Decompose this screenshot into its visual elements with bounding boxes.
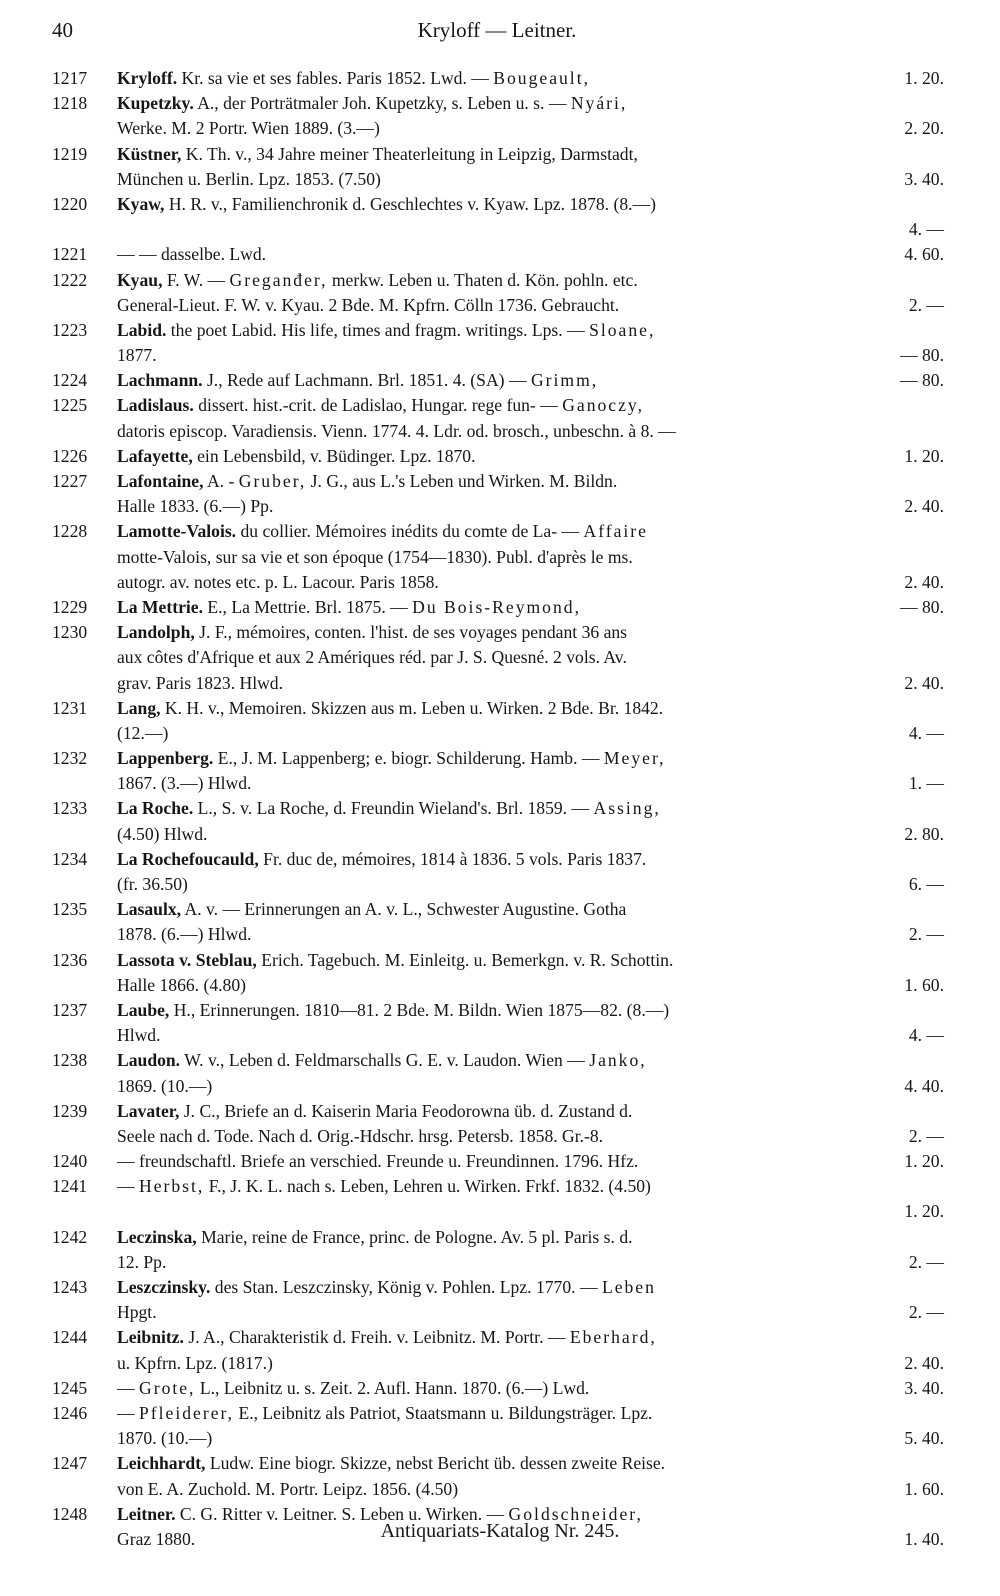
- entry-price: 2. —: [908, 1125, 944, 1146]
- entry-text: H. R. v., Familienchronik d. Geschlechtes v. Kyaw. Lpz. 1878. (8.—): [168, 193, 656, 214]
- entry-name: Lavater,: [117, 1100, 180, 1121]
- entry-dash: —: [547, 1327, 566, 1348]
- entry-line: [0, 519, 1000, 544]
- entry-text: K. H. v., Memoiren. Skizzen aus m. Leben u. Wirken. 2 Bde. Br. 1842.: [164, 697, 664, 718]
- entry-line: [0, 1401, 1000, 1426]
- entry-text: (12.—): [117, 722, 169, 743]
- entry-text: des Stan. Leszczinsky, König v. Pohlen. Lpz. 1770.: [214, 1277, 576, 1297]
- entry-dash: —: [508, 370, 527, 391]
- catalog-entry: [0, 1401, 1000, 1451]
- entry-line: [0, 1451, 1000, 1476]
- entry-name: Leitner.: [117, 1503, 176, 1524]
- entry-text: 1878. (6.—) Hlwd.: [117, 924, 252, 945]
- entry-number: 1245: [52, 1377, 88, 1398]
- catalog-entry: [0, 242, 1000, 267]
- entry-number: 1221: [52, 244, 88, 265]
- entry-price: 1. 40.: [904, 1528, 944, 1549]
- entry-price: 2. 40.: [904, 1352, 944, 1373]
- entry-name: Leczinska,: [117, 1226, 197, 1247]
- entry-text: General-Lieut. F. W. v. Kyau. 2 Bde. M. Kpfrn. Cölln 1736. Gebraucht.: [117, 294, 620, 315]
- entry-name: Lasaulx,: [117, 899, 182, 920]
- entry-author: Eberhard,: [569, 1327, 657, 1348]
- entry-dash: —: [561, 521, 580, 542]
- entry-number: 1225: [52, 395, 88, 416]
- entry-text: (fr. 36.50): [117, 874, 188, 894]
- entry-line: [0, 796, 1000, 821]
- entry-text: F. W. —: [166, 269, 226, 290]
- entry-line: [0, 1174, 1000, 1199]
- entry-price: 2. 40.: [904, 672, 944, 693]
- entry-number: 1229: [52, 596, 88, 617]
- entry-line: [0, 721, 1000, 746]
- entry-number: 1226: [52, 445, 88, 466]
- entry-price: 2. —: [908, 924, 944, 945]
- entry-number: 1217: [52, 68, 88, 88]
- entry-number: 1237: [52, 999, 88, 1020]
- catalog-entry: [0, 1099, 1000, 1149]
- entry-number: 1227: [52, 471, 88, 491]
- catalog-entry: [0, 519, 1000, 595]
- entry-number: 1242: [52, 1226, 88, 1247]
- entry-number: 1220: [52, 193, 88, 214]
- entry-text: H., Erinnerungen. 1810—81. 2 Bde. M. Bildn. Wien 1875—82. (8.—): [173, 999, 670, 1020]
- entry-price: 1. 20.: [904, 68, 944, 88]
- entry-line: [0, 1124, 1000, 1149]
- entry-text: L., S. v. La Roche, d. Freundin Wieland's. Brl. 1859.: [197, 798, 568, 819]
- entry-line: [0, 570, 1000, 595]
- catalog-entry: [0, 368, 1000, 393]
- entry-name: Lafontaine,: [117, 471, 204, 491]
- entry-line: [0, 746, 1000, 771]
- catalog-entry: [0, 1325, 1000, 1375]
- entry-line: [0, 343, 1000, 368]
- entry-line: [0, 1149, 1000, 1174]
- entry-number: 1218: [52, 93, 88, 114]
- entry-line: [0, 318, 1000, 343]
- entry-text: 1870. (10.—): [117, 1428, 213, 1449]
- catalog-entry: [0, 393, 1000, 443]
- entry-line: [0, 998, 1000, 1023]
- entry-price: 4. 40.: [904, 1075, 944, 1096]
- entry-author: Gruber,: [238, 471, 307, 491]
- entry-text: E., La Mettrie. Brl. 1875.: [207, 596, 386, 617]
- entry-name: La Rochefoucauld,: [117, 848, 259, 869]
- entry-number: 1222: [52, 269, 88, 290]
- entry-price: 4. 60.: [904, 244, 944, 265]
- entry-author: Ganoczy,: [562, 395, 644, 416]
- entry-text: Halle 1833. (6.—) Pp.: [117, 496, 274, 517]
- entry-name: Kupetzky.: [117, 93, 194, 114]
- catalog-entry: [0, 1048, 1000, 1098]
- entry-line: [0, 1477, 1000, 1502]
- entry-name: Laube,: [117, 999, 170, 1020]
- entry-text: C. G. Ritter v. Leitner. S. Leben u. Wirken.: [179, 1503, 483, 1524]
- entry-line: [0, 872, 1000, 897]
- entry-name: Kyau,: [117, 269, 163, 290]
- entry-price: 2. —: [908, 1251, 944, 1272]
- entry-line: [0, 771, 1000, 796]
- entry-line: [0, 192, 1000, 217]
- entry-text: J. G., aus L.'s Leben und Wirken. M. Bildn.: [310, 471, 618, 491]
- entry-dash: —: [581, 748, 600, 769]
- entry-text: —: [117, 1402, 135, 1423]
- entry-price: 5. 40.: [904, 1428, 944, 1449]
- entry-text: Marie, reine de France, princ. de Pologne. Av. 5 pl. Paris s. d.: [201, 1226, 633, 1247]
- entry-text: A. v. — Erinnerungen an A. v. L., Schwester Augustine. Gotha: [184, 899, 627, 920]
- catalog-entry: [0, 847, 1000, 897]
- catalog-entry: [0, 948, 1000, 998]
- entry-price: 2. 80.: [904, 823, 944, 844]
- entry-number: 1235: [52, 899, 88, 920]
- entry-text: München u. Berlin. Lpz. 1853. (7.50): [117, 168, 381, 189]
- entry-text: merkw. Leben u. Thaten d. Kön. pohln. etc.: [331, 269, 638, 290]
- running-title: Kryloff — Leitner.: [417, 18, 577, 42]
- entry-number: 1224: [52, 370, 88, 391]
- entry-line: [0, 167, 1000, 192]
- entry-text: u. Kpfrn. Lpz. (1817.): [117, 1352, 273, 1373]
- entry-price: 4. —: [908, 219, 944, 240]
- catalog-entry: [0, 1376, 1000, 1401]
- entry-dash: —: [567, 1050, 585, 1071]
- entry-text: W. v., Leben d. Feldmarschalls G. E. v. Laudon. Wien: [184, 1050, 563, 1071]
- entry-author: Leben: [601, 1277, 656, 1297]
- entry-number: 1246: [52, 1402, 88, 1423]
- entry-price: 2. 40.: [904, 571, 944, 592]
- entry-number: 1243: [52, 1277, 88, 1297]
- catalog-entry: [0, 1174, 1000, 1224]
- catalog-entry: [0, 192, 1000, 242]
- entry-number: 1239: [52, 1100, 88, 1121]
- page-header: [52, 18, 942, 46]
- entry-name: Kyaw,: [117, 193, 165, 214]
- entry-line: [0, 419, 1000, 444]
- entry-line: [0, 1048, 1000, 1073]
- entry-name: Labid.: [117, 319, 167, 340]
- entry-text: 1867. (3.—) Hlwd.: [117, 773, 252, 794]
- entry-text: — freundschaftl. Briefe an verschied. Freunde u. Freundinnen. 1796. Hfz.: [117, 1151, 639, 1172]
- entry-text: Fr. duc de, mémoires, 1814 à 1836. 5 vols. Paris 1837.: [263, 848, 647, 869]
- entry-line: [0, 217, 1000, 242]
- entry-text: —: [117, 1377, 135, 1398]
- entry-number: 1231: [52, 697, 88, 718]
- entry-line: [0, 368, 1000, 393]
- entry-line: [0, 620, 1000, 645]
- catalog-entry: [0, 746, 1000, 796]
- entry-author: Bougeault,: [493, 68, 590, 88]
- entry-name: Lamotte-Valois.: [117, 521, 237, 542]
- entry-line: [0, 545, 1000, 570]
- entry-text: A. -: [206, 471, 235, 491]
- catalog-entry: [0, 66, 1000, 91]
- entry-price: 1. 60.: [904, 1478, 944, 1499]
- entry-dash: —: [571, 798, 590, 819]
- entry-author: Nyári,: [570, 93, 628, 114]
- entry-number: 1240: [52, 1151, 88, 1172]
- entry-author: Affaire: [583, 521, 648, 542]
- entry-text: (4.50) Hlwd.: [117, 823, 208, 844]
- entry-text: — — dasselbe. Lwd.: [117, 244, 267, 265]
- entry-price: 2. 40.: [904, 496, 944, 517]
- entry-name: Lappenberg.: [117, 748, 214, 769]
- entry-name: Lassota v. Steblau,: [117, 949, 257, 970]
- entry-dash: —: [579, 1277, 598, 1297]
- entry-author: Pfleiderer,: [139, 1402, 235, 1423]
- catalog-entry: [0, 91, 1000, 141]
- entry-dash: —: [567, 319, 585, 340]
- entry-line: [0, 444, 1000, 469]
- entry-text: —: [117, 1176, 135, 1197]
- catalog-entry: [0, 620, 1000, 696]
- entry-line: [0, 1351, 1000, 1376]
- entry-text: 12. Pp.: [117, 1251, 167, 1272]
- catalog-entry: [0, 1451, 1000, 1501]
- entry-author: Janko,: [589, 1050, 647, 1071]
- entry-line: [0, 922, 1000, 947]
- entry-number: 1228: [52, 521, 88, 542]
- page-footer: Antiquariats-Katalog Nr. 245.: [380, 1520, 620, 1542]
- entry-price: 4. —: [908, 1025, 944, 1046]
- catalog-entry: [0, 142, 1000, 192]
- entry-number: 1232: [52, 748, 88, 769]
- catalog-entry: [0, 318, 1000, 368]
- entry-line: [0, 469, 1000, 494]
- entry-text: the poet Labid. His life, times and fragm. writings. Lps.: [170, 319, 563, 340]
- entry-name: La Roche.: [117, 798, 194, 819]
- entry-line: [0, 1250, 1000, 1275]
- entry-name: Leibnitz.: [117, 1327, 184, 1348]
- entry-line: [0, 66, 1000, 91]
- entry-number: 1241: [52, 1176, 88, 1197]
- catalog-entry: [0, 796, 1000, 846]
- entry-text: J. C., Briefe an d. Kaiserin Maria Feodorowna üb. d. Zustand d.: [183, 1100, 633, 1121]
- entry-text: J., Rede auf Lachmann. Brl. 1851. 4. (SA): [206, 370, 505, 391]
- entry-name: Laudon.: [117, 1050, 181, 1071]
- entry-line: [0, 1426, 1000, 1451]
- entry-line: [0, 645, 1000, 670]
- entry-text: motte-Valois, sur sa vie et son époque (1754—1830). Publ. d'après le ms.: [117, 546, 633, 567]
- entry-dash: —: [540, 395, 558, 416]
- entry-text: grav. Paris 1823. Hlwd.: [117, 672, 283, 693]
- entry-dash: —: [390, 596, 408, 617]
- entry-author: Goldschneider,: [508, 1503, 643, 1524]
- entry-text: ein Lebensbild, v. Büdinger. Lpz. 1870.: [197, 445, 476, 466]
- entry-text: E., Leibnitz als Patriot, Staatsmann u. Bildungsträger. Lpz.: [238, 1402, 653, 1423]
- entry-name: Leszczinsky.: [117, 1277, 211, 1297]
- page-number: 40: [52, 18, 73, 42]
- entry-dash: —: [486, 1503, 505, 1524]
- entry-line: [0, 91, 1000, 116]
- entry-price: 3. 40.: [904, 1377, 944, 1398]
- entry-text: 1869. (10.—): [117, 1075, 213, 1096]
- entry-author: Du Bois-Reymond,: [412, 596, 581, 617]
- entry-text: J. A., Charakteristik d. Freih. v. Leibnitz. M. Portr.: [188, 1327, 544, 1348]
- entry-text: Graz 1880.: [117, 1528, 196, 1549]
- entry-price: 1. 20.: [904, 445, 944, 466]
- entry-number: 1230: [52, 622, 88, 643]
- entry-line: [0, 1275, 1000, 1300]
- entry-name: La Mettrie.: [117, 596, 203, 617]
- entry-name: Landolph,: [117, 622, 195, 643]
- entry-name: Lang,: [117, 697, 161, 718]
- entry-line: [0, 948, 1000, 973]
- entry-number: 1247: [52, 1453, 88, 1474]
- entry-line: [0, 1376, 1000, 1401]
- entry-number: 1236: [52, 949, 88, 970]
- entry-text: Halle 1866. (4.80): [117, 974, 246, 995]
- entry-line: [0, 822, 1000, 847]
- entry-line: [0, 1199, 1000, 1224]
- entry-text: autogr. av. notes etc. p. L. Lacour. Paris 1858.: [117, 571, 439, 592]
- catalog-entry: [0, 469, 1000, 519]
- entry-price: 1. 60.: [904, 974, 944, 995]
- entry-name: Küstner,: [117, 143, 182, 164]
- entry-text: Hlwd.: [117, 1025, 161, 1046]
- entry-text: J. F., mémoires, conten. l'hist. de ses voyages pendant 36 ans: [199, 622, 628, 643]
- entry-price: 1. 20.: [904, 1151, 944, 1172]
- entry-line: [0, 1325, 1000, 1350]
- entry-dash: —: [548, 93, 567, 114]
- entry-text: A., der Porträtmaler Joh. Kupetzky, s. Leben u. s.: [197, 93, 545, 114]
- entry-text: aux côtes d'Afrique et aux 2 Amériques réd. par J. S. Quesné. 2 vols. Av.: [117, 647, 627, 668]
- catalog-entry: [0, 998, 1000, 1048]
- entry-text: Hpgt.: [117, 1302, 157, 1323]
- entry-author: Greganđer,: [229, 269, 328, 290]
- catalog-entry: [0, 595, 1000, 620]
- entry-line: [0, 1099, 1000, 1124]
- catalog-entries: [0, 66, 1000, 1552]
- entry-price: 4. —: [908, 722, 944, 743]
- entry-author: Assing,: [593, 798, 661, 819]
- entry-price: 3. 40.: [904, 168, 944, 189]
- entry-line: [0, 671, 1000, 696]
- entry-number: 1234: [52, 848, 88, 869]
- entry-line: [0, 847, 1000, 872]
- entry-price: — 80.: [900, 596, 944, 617]
- entry-text: L., Leibnitz u. s. Zeit. 2. Aufl. Hann. 1870. (6.—) Lwd.: [199, 1377, 590, 1398]
- entry-text: dissert. hist.-crit. de Ladislao, Hungar. rege fun-: [198, 395, 536, 416]
- entry-text: Seele nach d. Tode. Nach d. Orig.-Hdschr. hrsg. Petersb. 1858. Gr.-8.: [117, 1125, 604, 1146]
- entry-line: [0, 595, 1000, 620]
- entry-line: [0, 1300, 1000, 1325]
- entry-name: Lafayette,: [117, 445, 193, 466]
- catalog-entry: [0, 1275, 1000, 1325]
- entry-text: du collier. Mémoires inédits du comte de La-: [240, 521, 558, 542]
- entry-price: 1. 20.: [904, 1201, 944, 1222]
- entry-number: 1248: [52, 1503, 88, 1524]
- entry-text: K. Th. v., 34 Jahre meiner Theaterleitung in Leipzig, Darmstadt,: [185, 143, 638, 164]
- catalog-entry: [0, 897, 1000, 947]
- entry-text: Ludw. Eine biogr. Skizze, nebst Bericht üb. dessen zweite Reise.: [209, 1453, 666, 1474]
- entry-line: [0, 696, 1000, 721]
- catalog-entry: [0, 696, 1000, 746]
- entry-line: [0, 1225, 1000, 1250]
- entry-text: 1877.: [117, 345, 157, 366]
- catalog-entry: [0, 268, 1000, 318]
- entry-author: Herbst,: [139, 1176, 205, 1197]
- entry-name: Lachmann.: [117, 370, 203, 391]
- entry-line: [0, 142, 1000, 167]
- catalog-entry: [0, 444, 1000, 469]
- entry-line: [0, 242, 1000, 267]
- entry-line: [0, 116, 1000, 141]
- entry-text: E., J. M. Lappenberg; e. biogr. Schilderung. Hamb.: [217, 748, 578, 769]
- entry-line: [0, 494, 1000, 519]
- entry-text: Erich. Tagebuch. M. Einleitg. u. Bemerkgn. v. R. Schottin.: [261, 949, 674, 970]
- entry-number: 1223: [52, 319, 88, 340]
- entry-name: Kryloff.: [117, 68, 178, 88]
- entry-price: — 80.: [900, 345, 944, 366]
- entry-author: Sloane,: [589, 319, 656, 340]
- catalog-entry: [0, 1149, 1000, 1174]
- entry-author: Grimm,: [530, 370, 599, 391]
- entry-price: 2. 20.: [904, 118, 944, 139]
- entry-text: Kr. sa vie et ses fables. Paris 1852. Lwd.: [181, 68, 467, 88]
- entry-dash: —: [471, 68, 489, 88]
- entry-line: [0, 973, 1000, 998]
- entry-price: 1. —: [908, 773, 944, 794]
- entry-author: Grote,: [139, 1377, 196, 1398]
- entry-author: Meyer,: [603, 748, 666, 769]
- entry-price: 2. —: [908, 1302, 944, 1323]
- entry-text: F., J. K. L. nach s. Leben, Lehren u. Wirken. Frkf. 1832. (4.50): [208, 1176, 651, 1197]
- entry-price: 6. —: [908, 874, 944, 894]
- entry-text: datoris episcop. Varadiensis. Vienn. 1774. 4. Ldr. od. brosch., unbeschn. à 8. —: [117, 420, 676, 441]
- entry-line: [0, 1023, 1000, 1048]
- entry-number: 1219: [52, 143, 88, 164]
- entry-line: [0, 897, 1000, 922]
- entry-name: Leichhardt,: [117, 1453, 206, 1474]
- entry-price: 2. —: [908, 294, 944, 315]
- entry-line: [0, 1074, 1000, 1099]
- entry-number: 1244: [52, 1327, 88, 1348]
- entry-name: Ladislaus.: [117, 395, 194, 416]
- entry-text: Werke. M. 2 Portr. Wien 1889. (3.—): [117, 118, 380, 139]
- entry-price: — 80.: [900, 370, 944, 391]
- entry-text: von E. A. Zuchold. M. Portr. Leipz. 1856. (4.50): [117, 1478, 459, 1499]
- entry-number: 1238: [52, 1050, 88, 1071]
- entry-line: [0, 293, 1000, 318]
- entry-number: 1233: [52, 798, 88, 819]
- entry-line: [0, 268, 1000, 293]
- catalog-entry: [0, 1225, 1000, 1275]
- entry-line: [0, 393, 1000, 418]
